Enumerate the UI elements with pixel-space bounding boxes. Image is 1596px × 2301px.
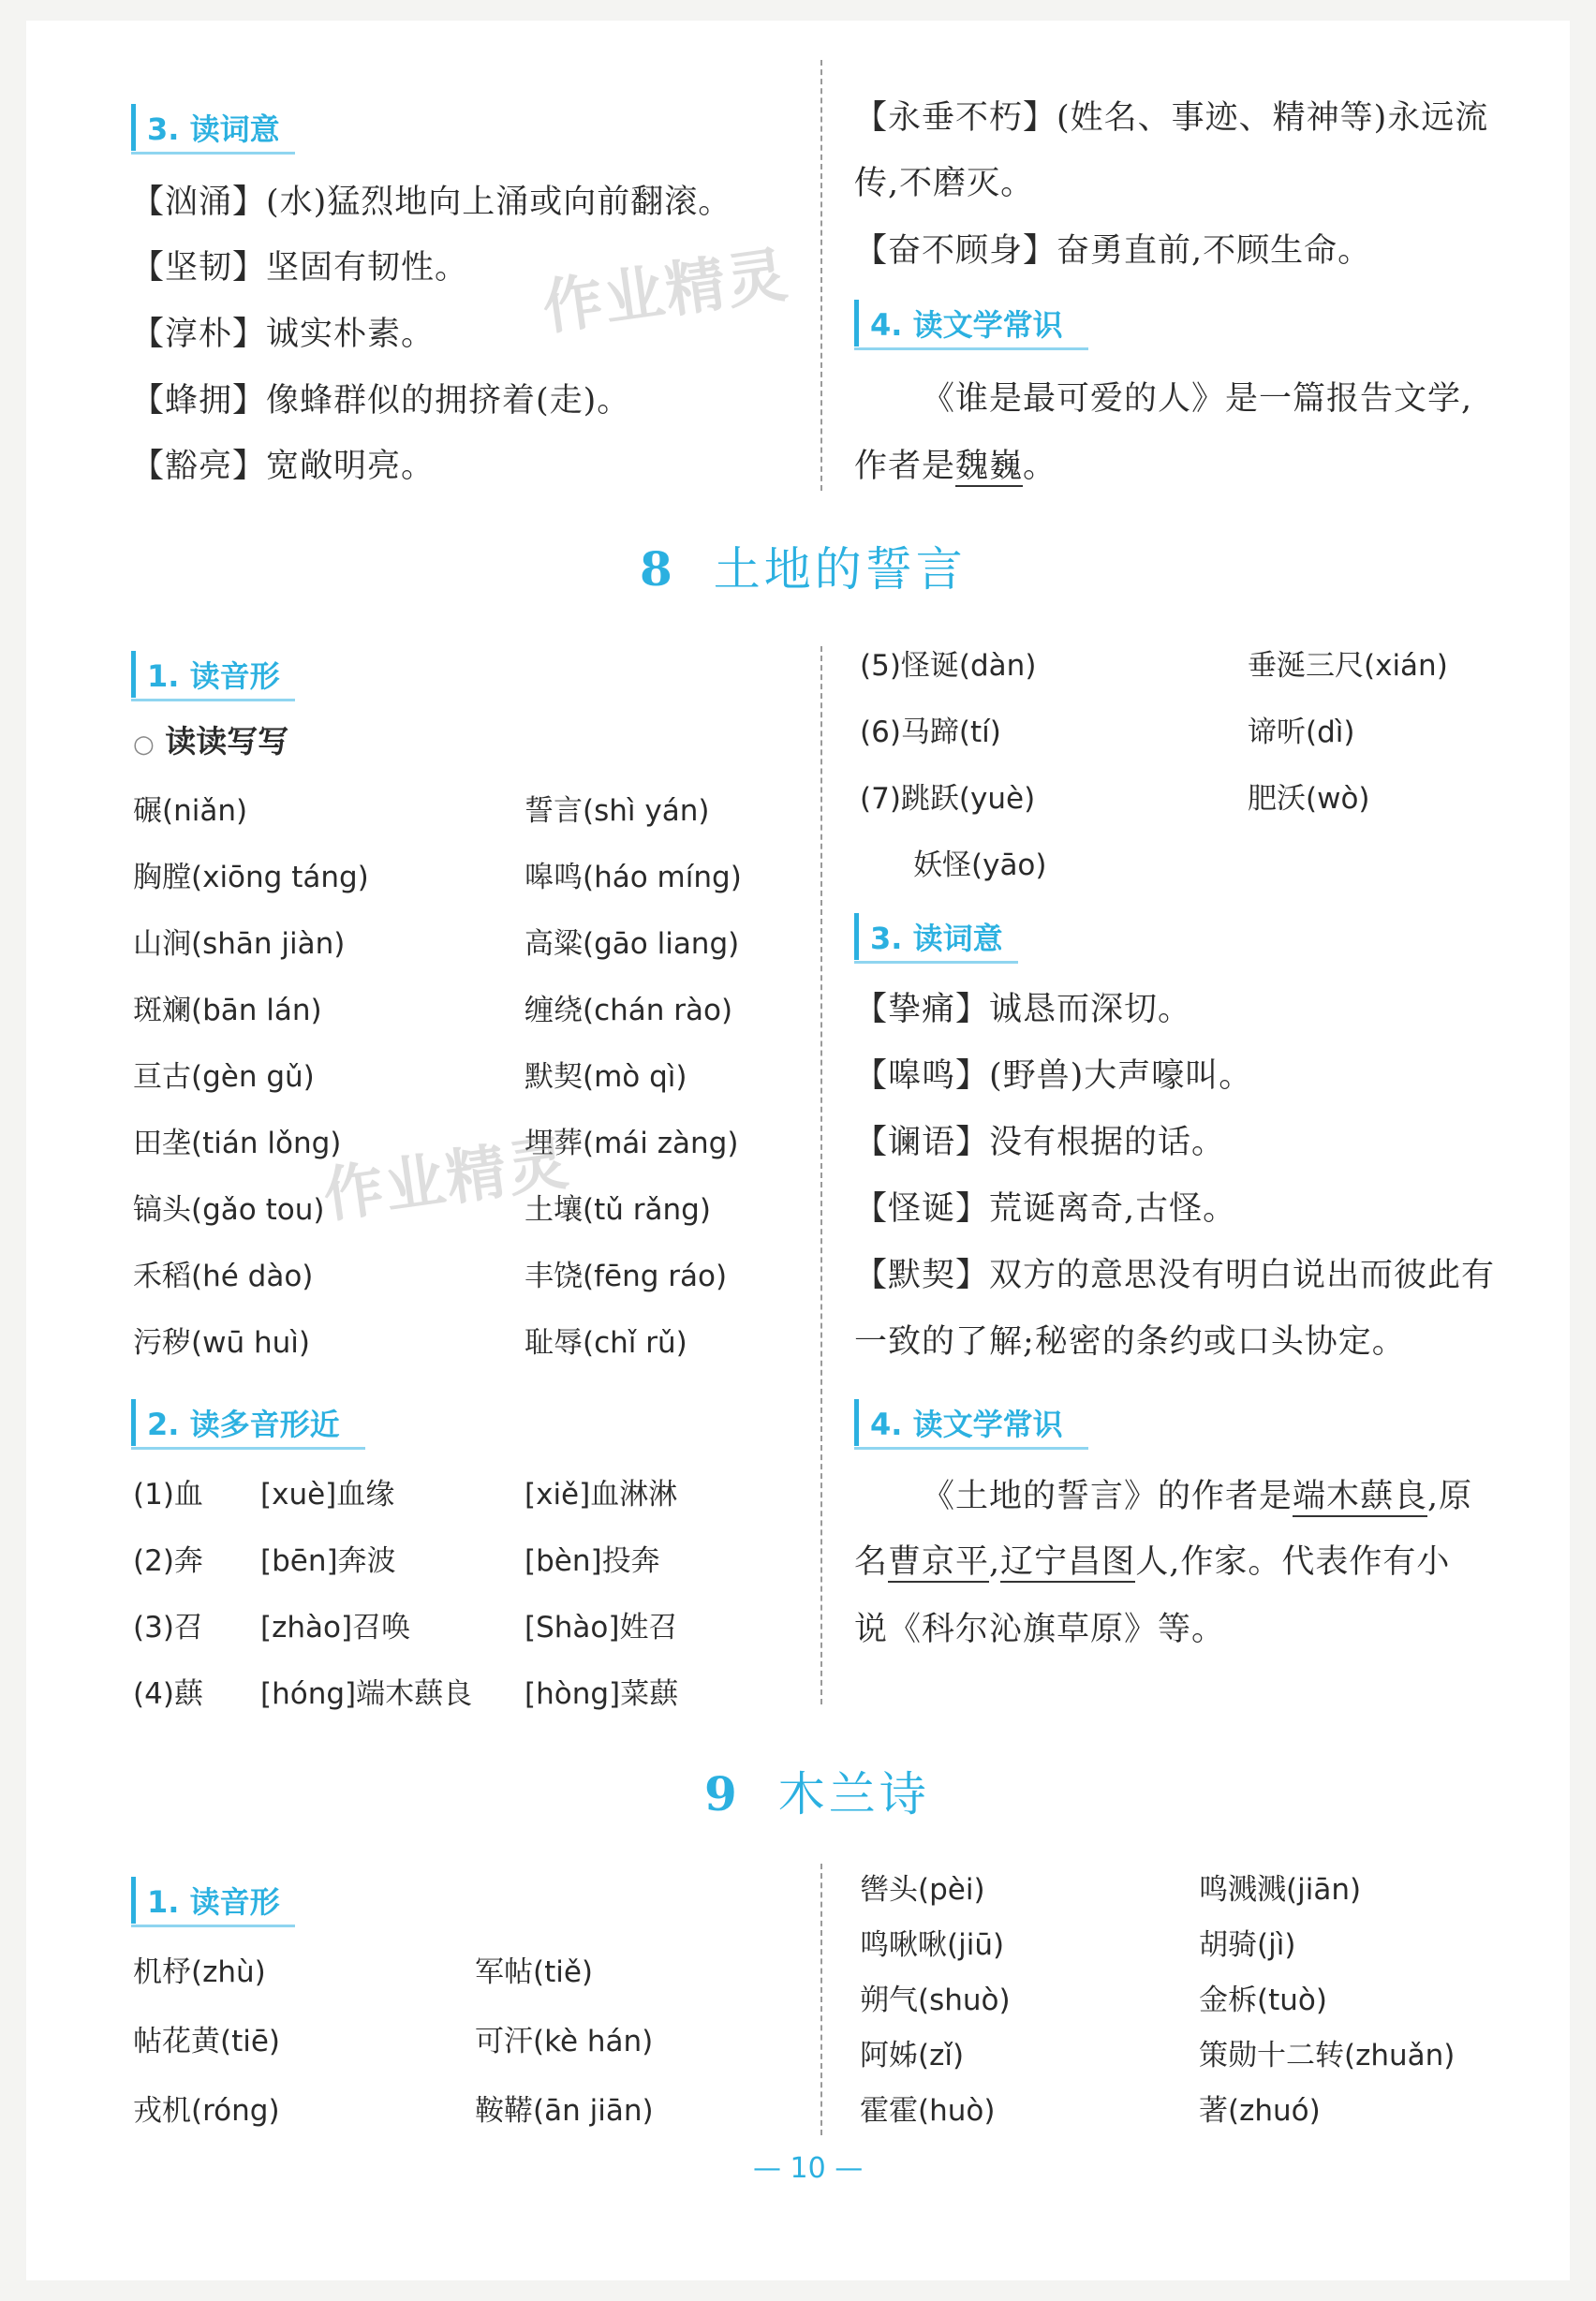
polyphone-reading: [xuè]血缘 <box>260 1478 395 1512</box>
vocab-item: 亘古(gèn gǔ) <box>133 1060 315 1094</box>
vocab-item: 朔气(shuò) <box>860 1984 1011 2017</box>
vocab-item: 可汗(kè hán) <box>475 2025 654 2058</box>
vocab-item: 默契(mò qì) <box>525 1060 687 1094</box>
vocab-item: 阿姊(zǐ) <box>860 2039 965 2072</box>
literature-text: 《谁是最可爱的人》是一篇报告文学, <box>922 380 1473 418</box>
vocab-item: 谛听(dì) <box>1248 715 1355 749</box>
meaning-line: 【嗥鸣】(野兽)大声嚎叫。 <box>854 1057 1253 1095</box>
watermark: 作业精灵 <box>538 240 793 344</box>
vocab-item: 垂涎三尺(xián) <box>1248 649 1448 683</box>
vocab-item: 嗥鸣(háo míng) <box>525 861 742 894</box>
lesson-number: 9 <box>704 1766 741 1822</box>
column-divider <box>820 1864 822 2135</box>
meaning-line: 【奋不顾身】奋勇直前,不顾生命。 <box>854 232 1372 270</box>
circle-icon: ○ <box>133 730 155 759</box>
vocab-item: 鸣溅溅(jiān) <box>1199 1873 1362 1907</box>
vocab-item: 胡骑(jì) <box>1199 1928 1296 1962</box>
vocab-item: 辔头(pèi) <box>860 1873 985 1907</box>
polyphone-reading: [hòng]菜蕻 <box>525 1677 679 1711</box>
meaning-line: 【蜂拥】像蜂群似的拥挤着(走)。 <box>131 382 631 420</box>
lesson-title: 8 土地的誓言 <box>640 541 967 597</box>
vocab-item: 机杼(zhù) <box>133 1955 266 1989</box>
literature-text: 作者是魏巍。 <box>854 448 1057 485</box>
vocab-item: 戎机(róng) <box>133 2094 280 2128</box>
meaning-line: 【怪诞】荒诞离奇,古怪。 <box>854 1190 1237 1228</box>
meaning-line: 一致的了解;秘密的条约或口头协定。 <box>854 1323 1406 1361</box>
vocab-item: 碾(niǎn) <box>133 794 248 828</box>
meaning-line: 传,不磨灭。 <box>854 165 1035 202</box>
polyphone-char: (1)血 <box>133 1478 203 1512</box>
column-divider <box>820 60 822 491</box>
column-divider <box>820 646 822 1704</box>
meaning-line: 【淳朴】诚实朴素。 <box>131 316 436 353</box>
vocab-item: 田垄(tián lǒng) <box>133 1127 342 1160</box>
vocab-item: 肥沃(wò) <box>1248 782 1370 816</box>
vocab-item: 高粱(gāo liang) <box>525 927 740 961</box>
vocab-item: 誓言(shì yán) <box>525 794 710 828</box>
polyphone-reading: [xiě]血淋淋 <box>525 1478 678 1512</box>
watermark: 作业精灵 <box>318 1128 574 1232</box>
vocab-item: 胸膛(xiōng táng) <box>133 861 369 894</box>
section-heading-pronunciation: 1. 读音形 <box>131 1879 280 1922</box>
vocab-item: (6)马蹄(tí) <box>860 715 1001 749</box>
vocab-item: 镐头(gǎo tou) <box>133 1193 325 1227</box>
polyphone-reading: [Shào]姓召 <box>525 1611 678 1645</box>
meaning-line: 【默契】双方的意思没有明白说出而彼此有 <box>854 1257 1496 1294</box>
vocab-item: 土壤(tǔ rǎng) <box>525 1193 711 1227</box>
subheading-read-write: ○ 读读写写 <box>133 723 289 760</box>
polyphone-char: (3)召 <box>133 1611 203 1645</box>
vocab-item: 妖怪(yāo) <box>913 848 1047 882</box>
meaning-line: 【豁亮】宽敞明亮。 <box>131 448 436 485</box>
page-number: — 10 — <box>753 2152 864 2185</box>
section-heading-polyphone: 2. 读多音形近 <box>131 1401 340 1444</box>
vocab-item: (5)怪诞(dàn) <box>860 649 1037 683</box>
vocab-item: 鸣啾啾(jiū) <box>860 1928 1005 1962</box>
meaning-line: 【挚痛】诚恳而深切。 <box>854 991 1192 1028</box>
literature-text: 说《科尔沁旗草原》等。 <box>854 1611 1226 1648</box>
section-heading-pronunciation: 1. 读音形 <box>131 653 280 696</box>
polyphone-reading: [zhào]召唤 <box>260 1611 411 1645</box>
vocab-item: 禾稻(hé dào) <box>133 1260 314 1293</box>
vocab-item: 著(zhuó) <box>1199 2094 1321 2128</box>
vocab-item: 埋葬(mái zàng) <box>525 1127 739 1160</box>
section-heading-word-meaning: 3. 读词意 <box>854 915 1003 958</box>
literature-text: 名曹京平,辽宁昌图人,作家。代表作有小 <box>854 1543 1451 1581</box>
meaning-line: 【谰语】没有根据的话。 <box>854 1124 1226 1161</box>
vocab-item: 帖花黄(tiē) <box>133 2025 281 2058</box>
lesson-title: 9 木兰诗 <box>704 1766 930 1822</box>
vocab-item: 山涧(shān jiàn) <box>133 927 346 961</box>
vocab-item: 丰饶(fēng ráo) <box>525 1260 728 1293</box>
author-name: 魏巍 <box>955 448 1024 485</box>
lesson-number: 8 <box>640 541 676 597</box>
section-heading-word-meaning: 3. 读词意 <box>131 106 280 149</box>
vocab-item: 污秽(wū huì) <box>133 1326 310 1360</box>
vocab-item: 军帖(tiě) <box>475 1955 594 1989</box>
polyphone-reading: [bēn]奔波 <box>260 1544 396 1578</box>
polyphone-reading: [hóng]端木蕻良 <box>260 1677 473 1711</box>
section-heading-literature: 4. 读文学常识 <box>854 1401 1063 1444</box>
literature-text: 《土地的誓言》的作者是端木蕻良,原 <box>922 1478 1473 1515</box>
polyphone-char: (4)蕻 <box>133 1677 203 1711</box>
vocab-item: 斑斓(bān lán) <box>133 994 322 1027</box>
vocab-item: 鞍鞯(ān jiān) <box>475 2094 654 2128</box>
vocab-item: 金柝(tuò) <box>1199 1984 1327 2017</box>
vocab-item: (7)跳跃(yuè) <box>860 782 1036 816</box>
meaning-line: 【坚韧】坚固有韧性。 <box>131 249 469 287</box>
polyphone-char: (2)奔 <box>133 1544 203 1578</box>
polyphone-reading: [bèn]投奔 <box>525 1544 660 1578</box>
vocab-item: 霍霍(huò) <box>860 2094 996 2128</box>
vocab-item: 缠绕(chán rào) <box>525 994 733 1027</box>
meaning-line: 【永垂不朽】(姓名、事迹、精神等)永远流 <box>854 99 1489 137</box>
vocab-item: 策勋十二转(zhuǎn) <box>1199 2039 1456 2072</box>
vocab-item: 耻辱(chǐ rǔ) <box>525 1326 687 1360</box>
section-heading-literature: 4. 读文学常识 <box>854 302 1063 345</box>
meaning-line: 【汹涌】(水)猛烈地向上涌或向前翻滚。 <box>131 184 732 221</box>
